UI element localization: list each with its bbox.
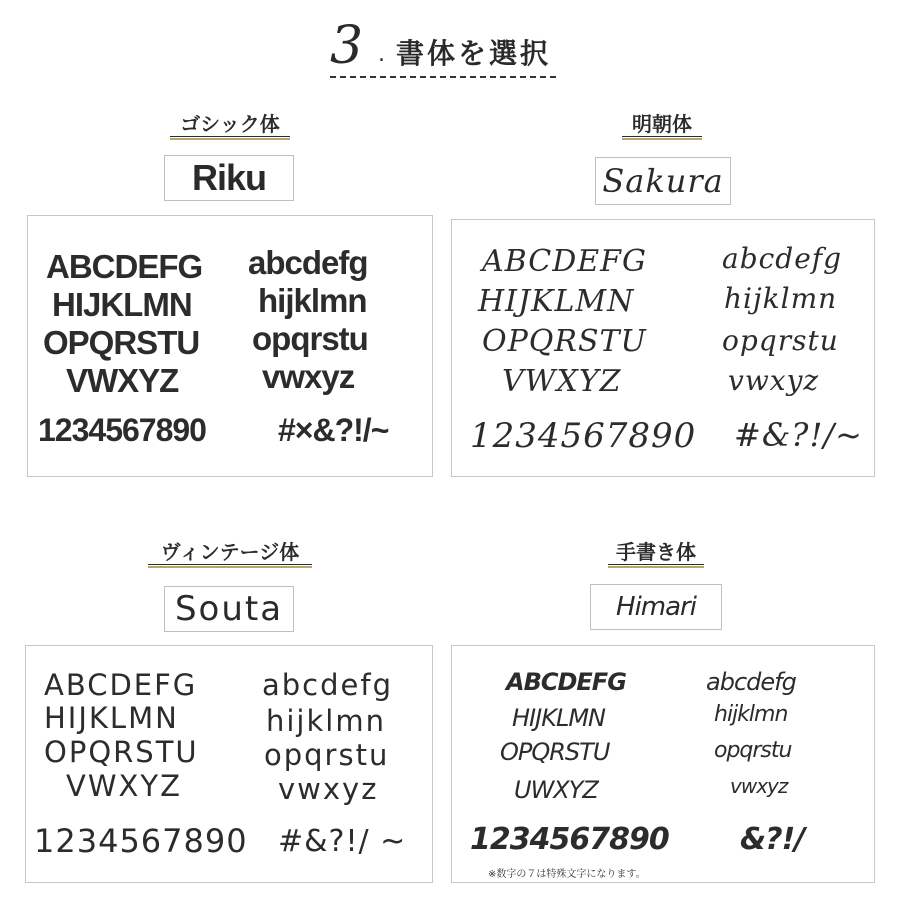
lowercase-row: hijklmn (714, 702, 788, 727)
digits-row: 1234567890 (470, 822, 669, 857)
lowercase-row: vwxyz (728, 364, 820, 397)
lowercase-row: opqrstu (722, 324, 839, 357)
uppercase-row: ABCDEFG (482, 244, 647, 279)
section-header (0, 14, 900, 84)
lowercase-row: hijklmn (258, 282, 367, 319)
step-title: 書体を選択 (396, 37, 552, 70)
lowercase-row: hijklmn (724, 282, 838, 315)
uppercase-row: OPQRSTU (44, 735, 199, 769)
digits-row: 1234567890 (34, 822, 248, 860)
glyph-panel (27, 215, 433, 477)
digit-seven-note: ※数字の７は特殊文字になります。 (488, 869, 646, 880)
digits-row: 1234567890 (38, 412, 206, 448)
symbols-row: #&?!/~ (734, 416, 863, 454)
uppercase-row: HIJKLMN (478, 284, 635, 319)
lowercase-row: abcdefg (722, 242, 843, 275)
sample-name: Sakura (595, 157, 731, 205)
step-dot: . (378, 42, 385, 67)
lowercase-row: abcdefg (262, 668, 393, 702)
font-label: 明朝体 (632, 112, 692, 136)
label-underline (148, 564, 312, 568)
lowercase-row: abcdefg (248, 244, 368, 281)
uppercase-row: HIJKLMN (512, 704, 605, 732)
uppercase-row: ABCDEFG (46, 248, 203, 285)
lowercase-row: vwxyz (262, 358, 355, 395)
symbols-row: #&?!/ ~ (278, 824, 407, 859)
lowercase-row: vwxyz (730, 774, 788, 798)
glyph-panel (25, 645, 433, 883)
uppercase-row: HIJKLMN (52, 286, 192, 323)
uppercase-row: OPQRSTU (500, 738, 610, 766)
lowercase-row: vwxyz (278, 772, 379, 806)
uppercase-row: UWXYZ (514, 776, 598, 804)
uppercase-row: VWXYZ (66, 769, 182, 803)
uppercase-row: ABCDEFG (506, 668, 626, 696)
font-label: ヴィンテージ体 (160, 540, 300, 564)
glyph-panel (451, 219, 875, 477)
uppercase-row: ABCDEFG (44, 668, 198, 702)
lowercase-row: abcdefg (706, 668, 796, 696)
glyph-panel (451, 645, 875, 883)
uppercase-row: VWXYZ (66, 362, 179, 399)
sample-name: Himari (590, 584, 722, 630)
lowercase-row: opqrstu (252, 320, 368, 357)
header-dashed-rule (330, 76, 556, 78)
label-underline (170, 136, 290, 140)
uppercase-row: VWXYZ (502, 364, 622, 399)
label-underline (622, 136, 702, 140)
font-label: ゴシック体 (180, 112, 280, 136)
digits-row: 1234567890 (470, 416, 697, 456)
lowercase-row: hijklmn (266, 704, 386, 738)
lowercase-row: opqrstu (264, 738, 390, 772)
uppercase-row: OPQRSTU (43, 324, 200, 361)
sample-name: Riku (164, 155, 294, 201)
label-underline (608, 564, 704, 568)
uppercase-row: HIJKLMN (44, 701, 179, 735)
font-label: 手書き体 (616, 540, 696, 564)
lowercase-row: opqrstu (714, 738, 792, 763)
symbols-row: &?!/ (740, 822, 805, 857)
symbols-row: #×&?!/~ (278, 412, 389, 448)
sample-name: Souta (164, 586, 294, 632)
step-number: 3 (330, 16, 364, 76)
uppercase-row: OPQRSTU (482, 324, 647, 359)
